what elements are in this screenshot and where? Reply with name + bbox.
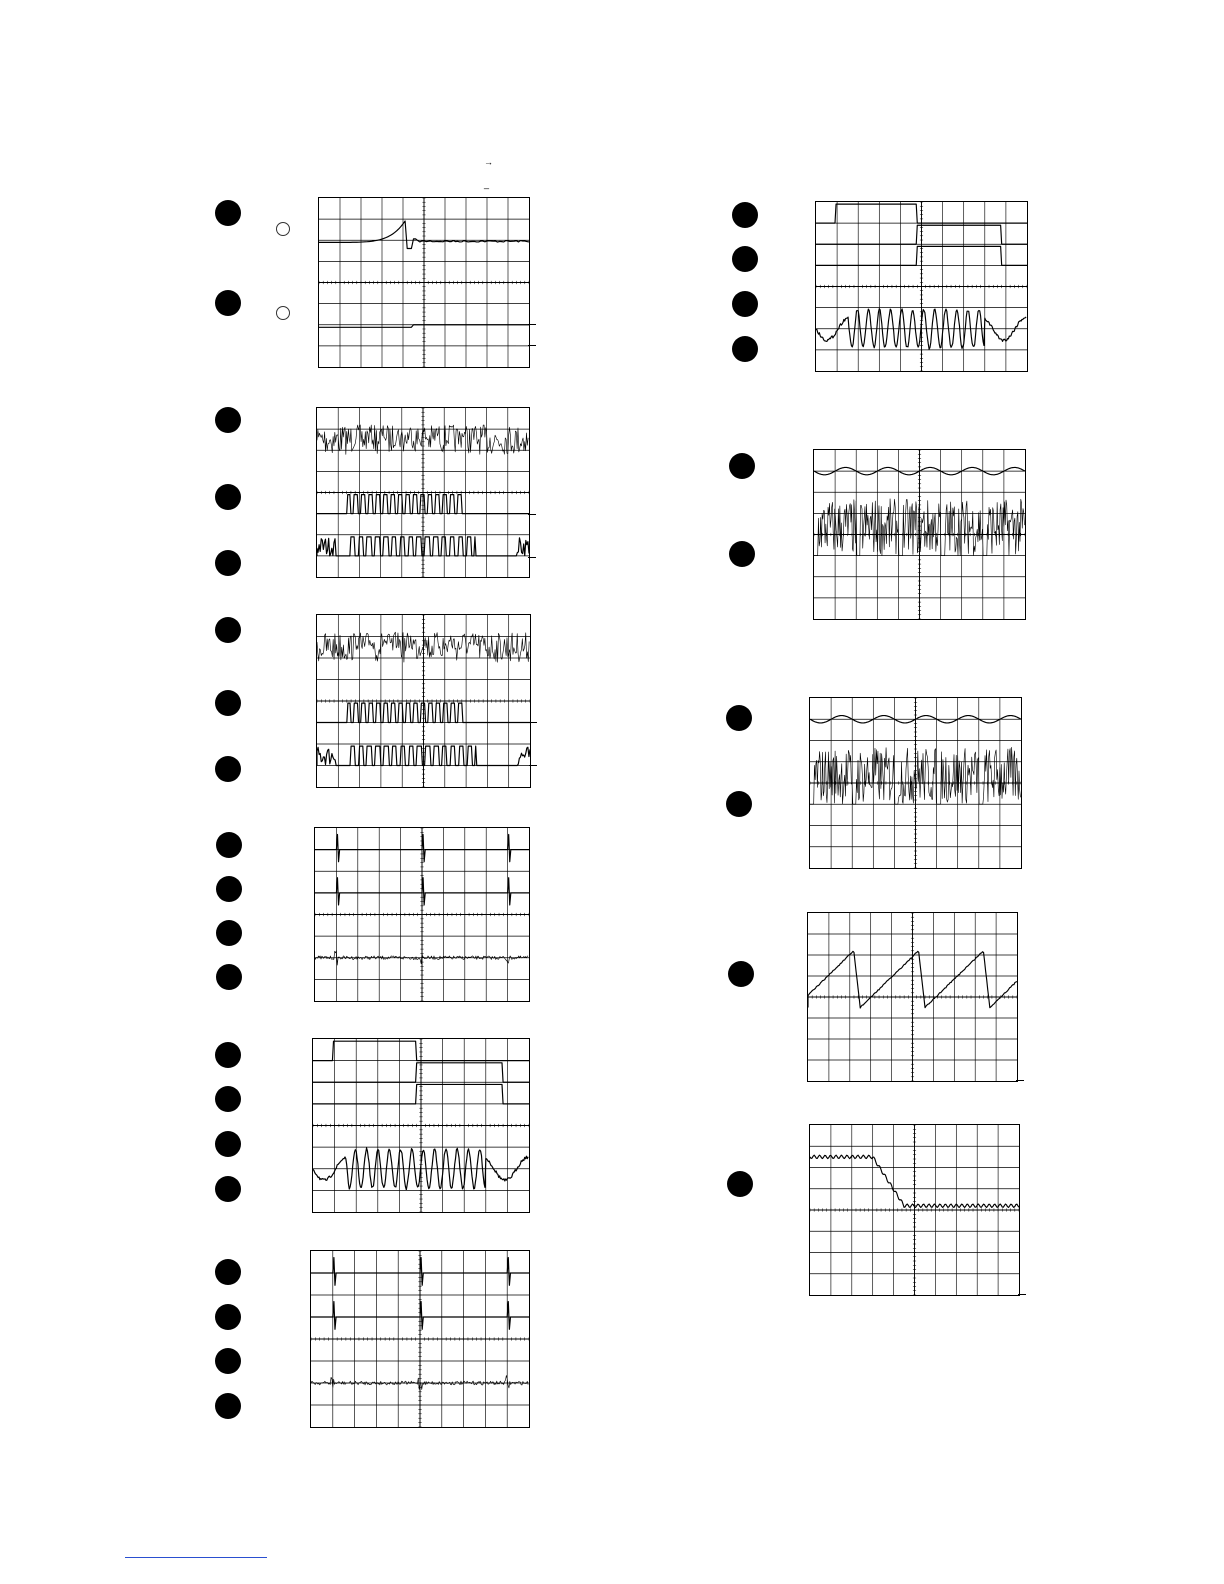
marker-dot [216,876,242,902]
scope-trace-plot [317,615,530,787]
channel-tick [1016,1080,1024,1081]
scope-trace-plot [814,450,1025,619]
scope-screen [310,1250,530,1428]
marker-dot [215,1304,241,1330]
marker-dot [726,705,752,731]
scope-trace-plot [311,1251,529,1427]
scope-screen [807,912,1018,1082]
marker-dot [726,791,752,817]
marker-dot [215,1131,241,1157]
scope-screen [316,407,530,578]
channel-tick [529,722,537,723]
marker-dot [215,690,241,716]
channel-tick [528,345,536,346]
marker-dot [732,202,758,228]
marker-dot [732,291,758,317]
ground-ring-icon [276,222,290,236]
marker-dot [216,964,242,990]
scope-screen [815,201,1028,372]
marker-dot [215,484,241,510]
channel-tick [528,324,536,325]
scope-screen [314,827,530,1002]
marker-dot [216,920,242,946]
marker-dot [215,1086,241,1112]
arrow-mark-top: → [484,157,493,167]
footer-link-rule [125,1557,267,1558]
marker-dot [729,541,755,567]
marker-dot [215,1176,241,1202]
scope-trace-plot [816,202,1027,371]
marker-dot [215,1259,241,1285]
scope-screen [316,614,531,788]
marker-dot [215,550,241,576]
marker-dot [215,1348,241,1374]
scope-trace-plot [313,1039,529,1212]
scope-trace-plot [317,408,529,577]
arrow-mark-under: _ [484,179,490,189]
scope-trace-plot [808,913,1017,1081]
ground-ring-icon [276,306,290,320]
marker-dot [215,407,241,433]
scope-trace-plot [810,1125,1019,1295]
marker-dot [216,832,242,858]
marker-dot [215,1393,241,1419]
channel-tick [528,514,536,515]
marker-dot [728,961,754,987]
marker-dot [732,336,758,362]
scope-screen [318,197,530,368]
channel-tick [528,557,536,558]
scope-screen [312,1038,530,1213]
marker-dot [729,453,755,479]
scope-trace-plot [810,698,1021,868]
scope-screen [809,697,1022,869]
marker-dot [215,617,241,643]
scope-screen [813,449,1026,620]
scope-trace-plot [319,198,529,367]
marker-dot [215,1042,241,1068]
marker-dot [215,756,241,782]
marker-dot [732,246,758,272]
marker-dot [215,200,241,226]
scope-trace-plot [315,828,529,1001]
channel-tick [529,765,537,766]
scope-screen [809,1124,1020,1296]
marker-dot [215,290,241,316]
channel-tick [1018,1294,1026,1295]
marker-dot [727,1171,753,1197]
